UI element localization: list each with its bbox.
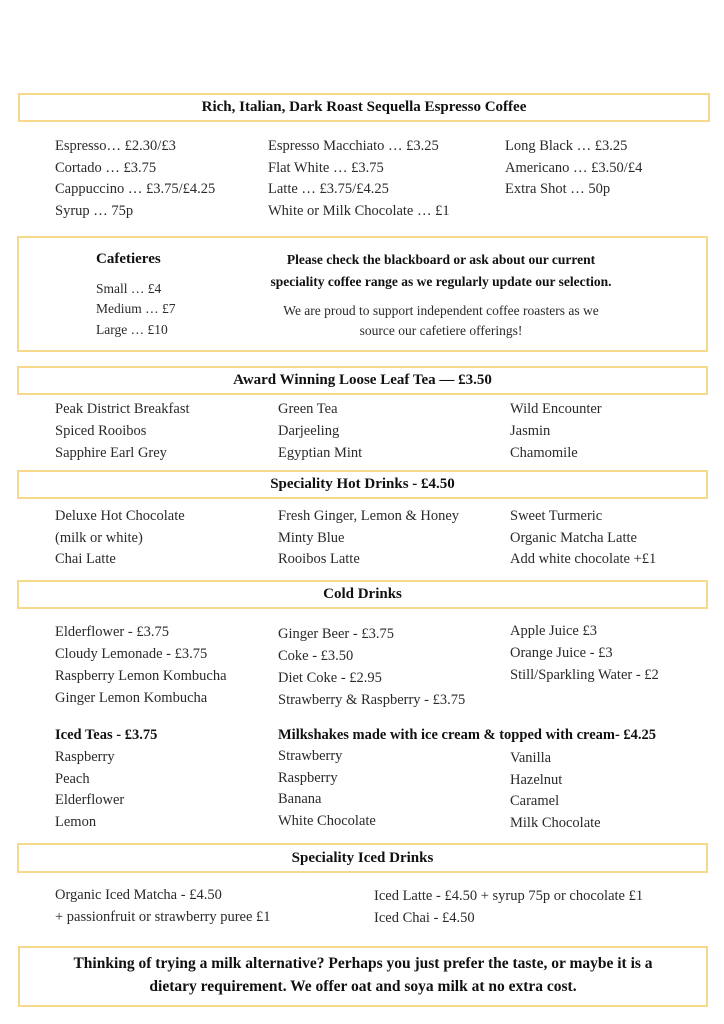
tea-item: Darjeeling xyxy=(278,423,340,439)
coffee-item: Flat White … £3.75 xyxy=(268,159,384,176)
cafetiere-medium: Medium … £7 xyxy=(96,301,176,316)
milkshake-item: Banana xyxy=(278,791,322,807)
coffee-item: Extra Shot … 50p xyxy=(505,181,611,197)
hot-drink-item: Rooibos Latte xyxy=(278,551,360,567)
hot-drink-item: (milk or white) xyxy=(55,529,143,546)
cafetieres-box xyxy=(17,236,708,352)
footer-line-1: Thinking of trying a milk alternative? Perhaps you just prefer the taste, or maybe it is a xyxy=(73,955,653,972)
iced-tea-item: Peach xyxy=(55,770,90,787)
coffee-item: Americano … £3.50/£4 xyxy=(505,159,643,176)
cold-drink-item: Ginger Beer - £3.75 xyxy=(278,626,394,642)
support-line-2: source our cafetiere offerings! xyxy=(359,323,523,338)
hot-drink-item: Add white chocolate +£1 xyxy=(510,551,657,567)
coffee-item: Syrup … 75p xyxy=(55,202,134,219)
tea-title: Award Winning Loose Leaf Tea — £3.50 xyxy=(233,372,492,388)
tea-item: Wild Encounter xyxy=(510,401,602,417)
coffee-header xyxy=(18,93,710,122)
milkshake-item: Caramel xyxy=(510,793,560,809)
support-line-1: We are proud to support independent coffee roasters as we xyxy=(283,303,599,318)
cold-drink-item: Apple Juice £3 xyxy=(510,623,597,639)
hot-drink-item: Minty Blue xyxy=(278,529,345,546)
notice-line-1: Please check the blackboard or ask about our current xyxy=(286,252,596,267)
tea-item: Egyptian Mint xyxy=(278,445,363,461)
tea-item: Green Tea xyxy=(278,401,338,417)
milkshakes-title: Milkshakes made with ice cream & topped with cream- £4.25 xyxy=(278,727,657,743)
coffee-item: Cappuccino … £3.75/£4.25 xyxy=(55,181,216,197)
cafetiere-small: Small … £4 xyxy=(96,281,162,296)
iced-drink-item: Iced Latte - £4.50 + syrup 75p or chocolate £1 xyxy=(374,888,644,904)
coffee-item: Latte … £3.75/£4.25 xyxy=(268,181,389,197)
coffee-item: Long Black … £3.25 xyxy=(505,138,628,154)
tea-header xyxy=(17,366,708,395)
milkshake-item: Vanilla xyxy=(510,750,552,766)
cafetieres-title: Cafetieres xyxy=(96,251,161,267)
tea-item: Chamomile xyxy=(510,445,578,461)
iced-title: Speciality Iced Drinks xyxy=(291,849,434,866)
coffee-title: Rich, Italian, Dark Roast Sequella Espresso Coffee xyxy=(201,99,527,115)
iced-tea-item: Lemon xyxy=(55,813,97,830)
cafetiere-large: Large … £10 xyxy=(96,322,168,337)
milkshake-item: Raspberry xyxy=(278,769,338,786)
iced-drink-item: Organic Iced Matcha - £4.50 xyxy=(55,887,222,903)
coffee-item: Espresso Macchiato … £3.25 xyxy=(268,138,439,154)
tea-item: Sapphire Earl Grey xyxy=(55,445,167,461)
hot-header xyxy=(17,470,708,499)
tea-item: Spiced Rooibos xyxy=(55,423,147,439)
hot-drink-item: Deluxe Hot Chocolate xyxy=(55,508,185,524)
tea-item: Jasmin xyxy=(510,423,551,439)
cold-drink-item: Raspberry Lemon Kombucha xyxy=(55,668,227,684)
hot-drink-item: Organic Matcha Latte xyxy=(510,529,637,546)
iced-header xyxy=(17,843,708,873)
iced-drink-item: Iced Chai - £4.50 xyxy=(374,910,475,926)
iced-drink-item: + passionfruit or strawberry puree £1 xyxy=(55,909,271,925)
cold-drink-item: Coke - £3.50 xyxy=(278,648,354,664)
tea-item: Peak District Breakfast xyxy=(55,401,190,417)
milkshake-item: Hazelnut xyxy=(510,771,563,788)
cold-drink-item: Still/Sparkling Water - £2 xyxy=(510,667,659,683)
cold-drink-item: Ginger Lemon Kombucha xyxy=(55,690,208,706)
cold-drink-item: Strawberry & Raspberry - £3.75 xyxy=(278,692,466,708)
hot-title: Speciality Hot Drinks - £4.50 xyxy=(270,476,455,492)
hot-drink-item: Fresh Ginger, Lemon & Honey xyxy=(278,508,460,524)
footer-line-2: dietary requirement. We offer oat and soya milk at no extra cost. xyxy=(149,978,577,995)
notice-line-2: speciality coffee range as we regularly update our selection. xyxy=(270,274,612,289)
cold-header xyxy=(17,580,708,609)
coffee-item: Espresso… £2.30/£3 xyxy=(55,138,176,154)
iced-teas-title: Iced Teas - £3.75 xyxy=(55,727,158,743)
cold-drink-item: Orange Juice - £3 xyxy=(510,645,613,661)
coffee-item: Cortado … £3.75 xyxy=(55,159,157,176)
cold-title: Cold Drinks xyxy=(323,586,402,602)
milkshake-item: White Chocolate xyxy=(278,812,376,829)
coffee-item: White or Milk Chocolate … £1 xyxy=(268,202,450,219)
milkshake-item: Milk Chocolate xyxy=(510,814,601,831)
cold-drink-item: Diet Coke - £2.95 xyxy=(278,670,382,686)
milkshake-item: Strawberry xyxy=(278,748,343,764)
hot-drink-item: Chai Latte xyxy=(55,551,116,567)
footer-box xyxy=(18,946,708,1007)
hot-drink-item: Sweet Turmeric xyxy=(510,508,603,524)
cold-drink-item: Cloudy Lemonade - £3.75 xyxy=(55,646,208,662)
cold-drink-item: Elderflower - £3.75 xyxy=(55,624,169,640)
iced-tea-item: Raspberry xyxy=(55,749,115,765)
iced-tea-item: Elderflower xyxy=(55,792,125,808)
